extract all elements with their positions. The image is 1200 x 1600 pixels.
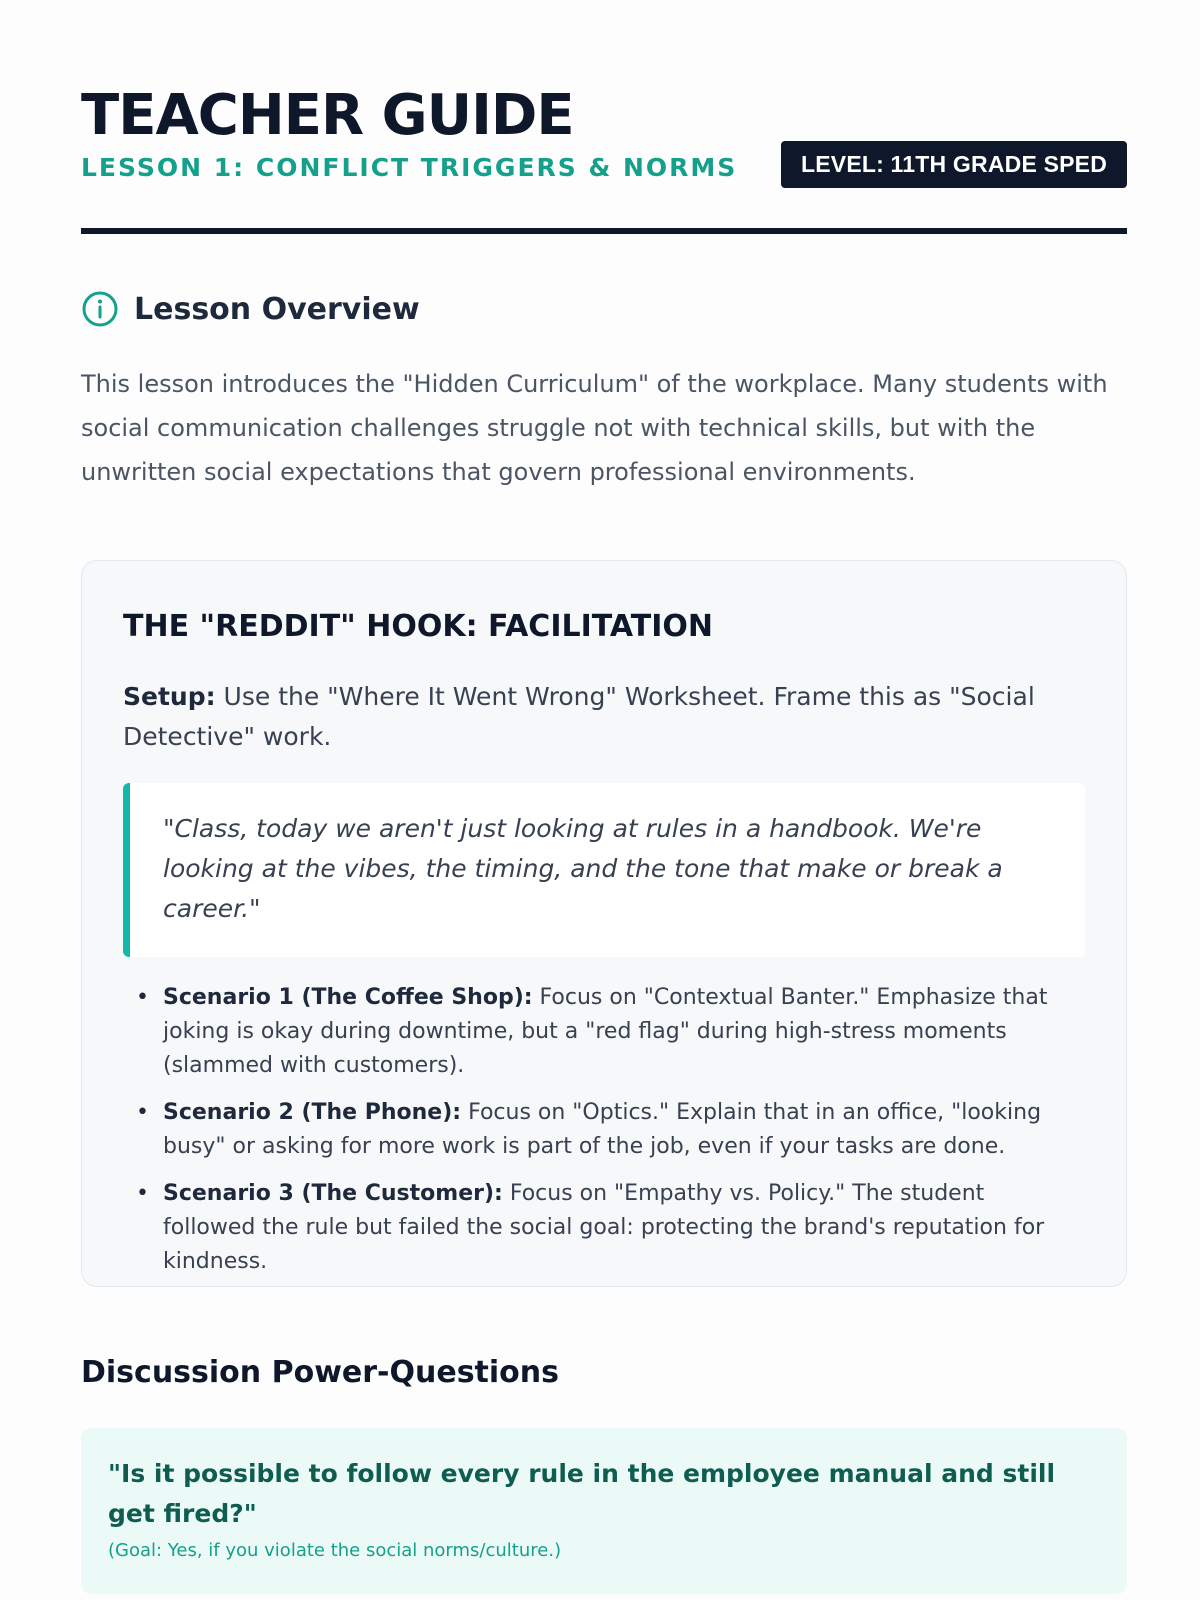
header-divider <box>81 228 1127 234</box>
teacher-guide-page <box>81 0 1127 1561</box>
bullet-icon: • <box>136 1181 149 1206</box>
setup-paragraph <box>123 677 1083 757</box>
scenario-text: Focus on "Contextual Banter." Emphasize that joking is okay during downtime, but a "red flag" during high-stress moments (slammed with customers). <box>163 985 1048 1078</box>
list-item <box>123 1096 1083 1164</box>
scenario-text: Focus on "Optics." Explain that in an office, "looking busy" or asking for more work is part of the job, even if your tasks are done. <box>163 1100 1042 1159</box>
list-item <box>123 981 1083 1083</box>
hook-title: THE "REDDIT" HOOK: FACILITATION <box>123 609 714 644</box>
scenario-label: Scenario 1 (The Coffee Shop): <box>163 985 533 1010</box>
power-question: "Is it possible to follow every rule in the employee manual and still get fired?" <box>108 1459 1056 1528</box>
list-item <box>123 1177 1083 1279</box>
overview-title: Lesson Overview <box>134 291 420 327</box>
discussion-heading: Discussion Power-Questions <box>81 1355 560 1390</box>
setup-label: Setup: <box>123 682 216 711</box>
hook-facilitation-card <box>81 560 1127 1287</box>
guide-header <box>81 0 1127 236</box>
scenario-label: Scenario 2 (The Phone): <box>163 1100 462 1125</box>
teacher-script-quote: "Class, today we aren't just looking at rules in a handbook. We're looking at the vibes, the timing, and the tone that make or break a career." <box>123 783 1085 957</box>
power-question-card <box>81 1428 1127 1594</box>
scenario-list <box>123 981 1083 1292</box>
question-goal: (Goal: Yes, if you violate the social norms/culture.) <box>108 1540 562 1561</box>
bullet-icon: • <box>136 1100 149 1125</box>
scenario-label: Scenario 3 (The Customer): <box>163 1181 503 1206</box>
overview-text: This lesson introduces the "Hidden Curriculum" of the workplace. Many students with social communication challenges struggle not with technical skills, but with the unwritten social expectations that govern professional environments. <box>81 370 1108 486</box>
scenario-text: Focus on "Empathy vs. Policy." The student followed the rule but failed the social goal: protecting the brand's reputation for kindness. <box>163 1181 1045 1274</box>
bullet-icon: • <box>136 985 149 1010</box>
lesson-subtitle: LESSON 1: CONFLICT TRIGGERS & NORMS <box>81 153 738 182</box>
level-badge: LEVEL: 11TH GRADE SPED <box>781 141 1127 188</box>
lesson-overview-heading <box>81 290 420 328</box>
setup-text: Use the "Where It Went Wrong" Worksheet. Frame this as "Social Detective" work. <box>123 682 1035 751</box>
page-title: TEACHER GUIDE <box>81 83 574 148</box>
info-icon <box>81 290 119 328</box>
